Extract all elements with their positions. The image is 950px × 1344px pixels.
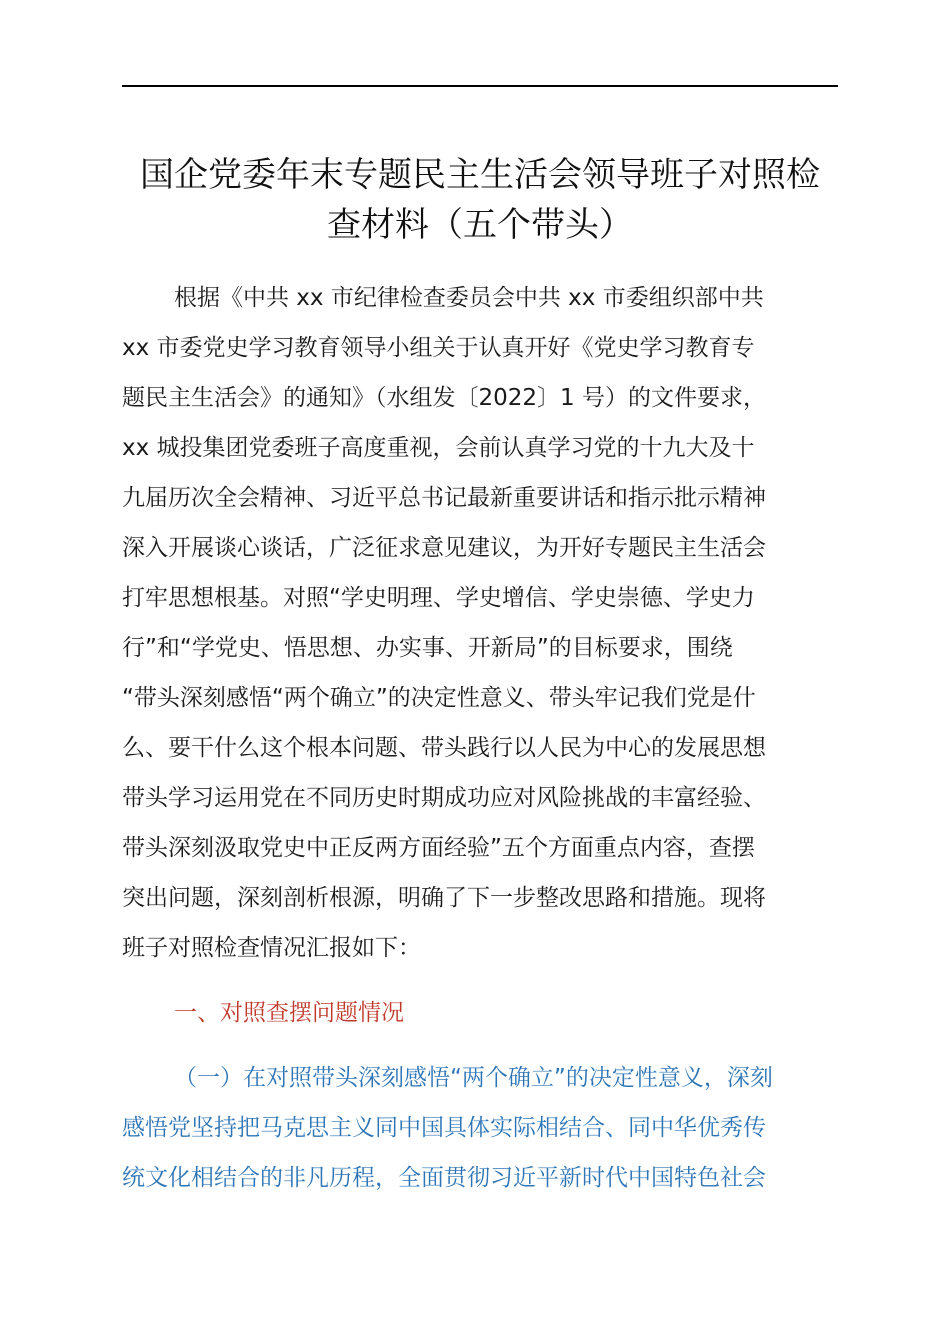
title-line-2: 查材料（五个带头）: [327, 205, 633, 245]
subsection-paragraph: [122, 1053, 862, 1203]
paragraph-line: 打牢思想根基。对照“学史明理、学史增信、学史崇德、学史力: [122, 585, 755, 611]
document-title: [100, 150, 860, 250]
subsection-line: 统文化相结合的非凡历程，全面贯彻习近平新时代中国特色社会: [122, 1165, 766, 1191]
paragraph-line: 班子对照检查情况汇报如下：: [122, 935, 421, 961]
subsection-line: 感悟党坚持把马克思主义同中国具体实际相结合、同中华优秀传: [122, 1115, 766, 1141]
intro-paragraph: [122, 273, 862, 973]
paragraph-line: 深入开展谈心谈话，广泛征求意见建议，为开好专题民主生活会: [122, 535, 766, 561]
paragraph-line: 行”和“学党史、悟思想、办实事、开新局”的目标要求，围绕: [122, 635, 733, 661]
paragraph-line: 带头学习运用党在不同历史时期成功应对风险挑战的丰富经验、: [122, 785, 766, 811]
paragraph-line: 带头深刻汲取党史中正反两方面经验”五个方面重点内容，查摆: [122, 835, 755, 861]
paragraph-line: “带头深刻感悟“两个确立”的决定性意义、带头牢记我们党是什: [122, 685, 756, 711]
header-rule: [122, 85, 838, 87]
paragraph-line: 么、要干什么这个根本问题、带头践行以人民为中心的发展思想: [122, 735, 766, 761]
paragraph-line: 根据《中共 xx 市纪律检查委员会中共 xx 市委组织部中共: [174, 285, 764, 311]
paragraph-line: 九届历次全会精神、习近平总书记最新重要讲话和指示批示精神: [122, 485, 766, 511]
paragraph-line: 题民主生活会》的通知》（水组发〔2022〕1 号）的文件要求，: [122, 385, 766, 411]
section-heading: 一、对照查摆问题情况: [174, 1000, 404, 1026]
paragraph-line: xx 市委党史学习教育领导小组关于认真开好《党史学习教育专: [122, 335, 755, 361]
title-line-1: 国企党委年末专题民主生活会领导班子对照检: [140, 155, 820, 195]
subsection-line: （一）在对照带头深刻感悟“两个确立”的决定性意义，深刻: [174, 1065, 773, 1091]
paragraph-line: 突出问题，深刻剖析根源，明确了下一步整改思路和措施。现将: [122, 885, 766, 911]
paragraph-line: xx 城投集团党委班子高度重视，会前认真学习党的十九大及十: [122, 435, 755, 461]
